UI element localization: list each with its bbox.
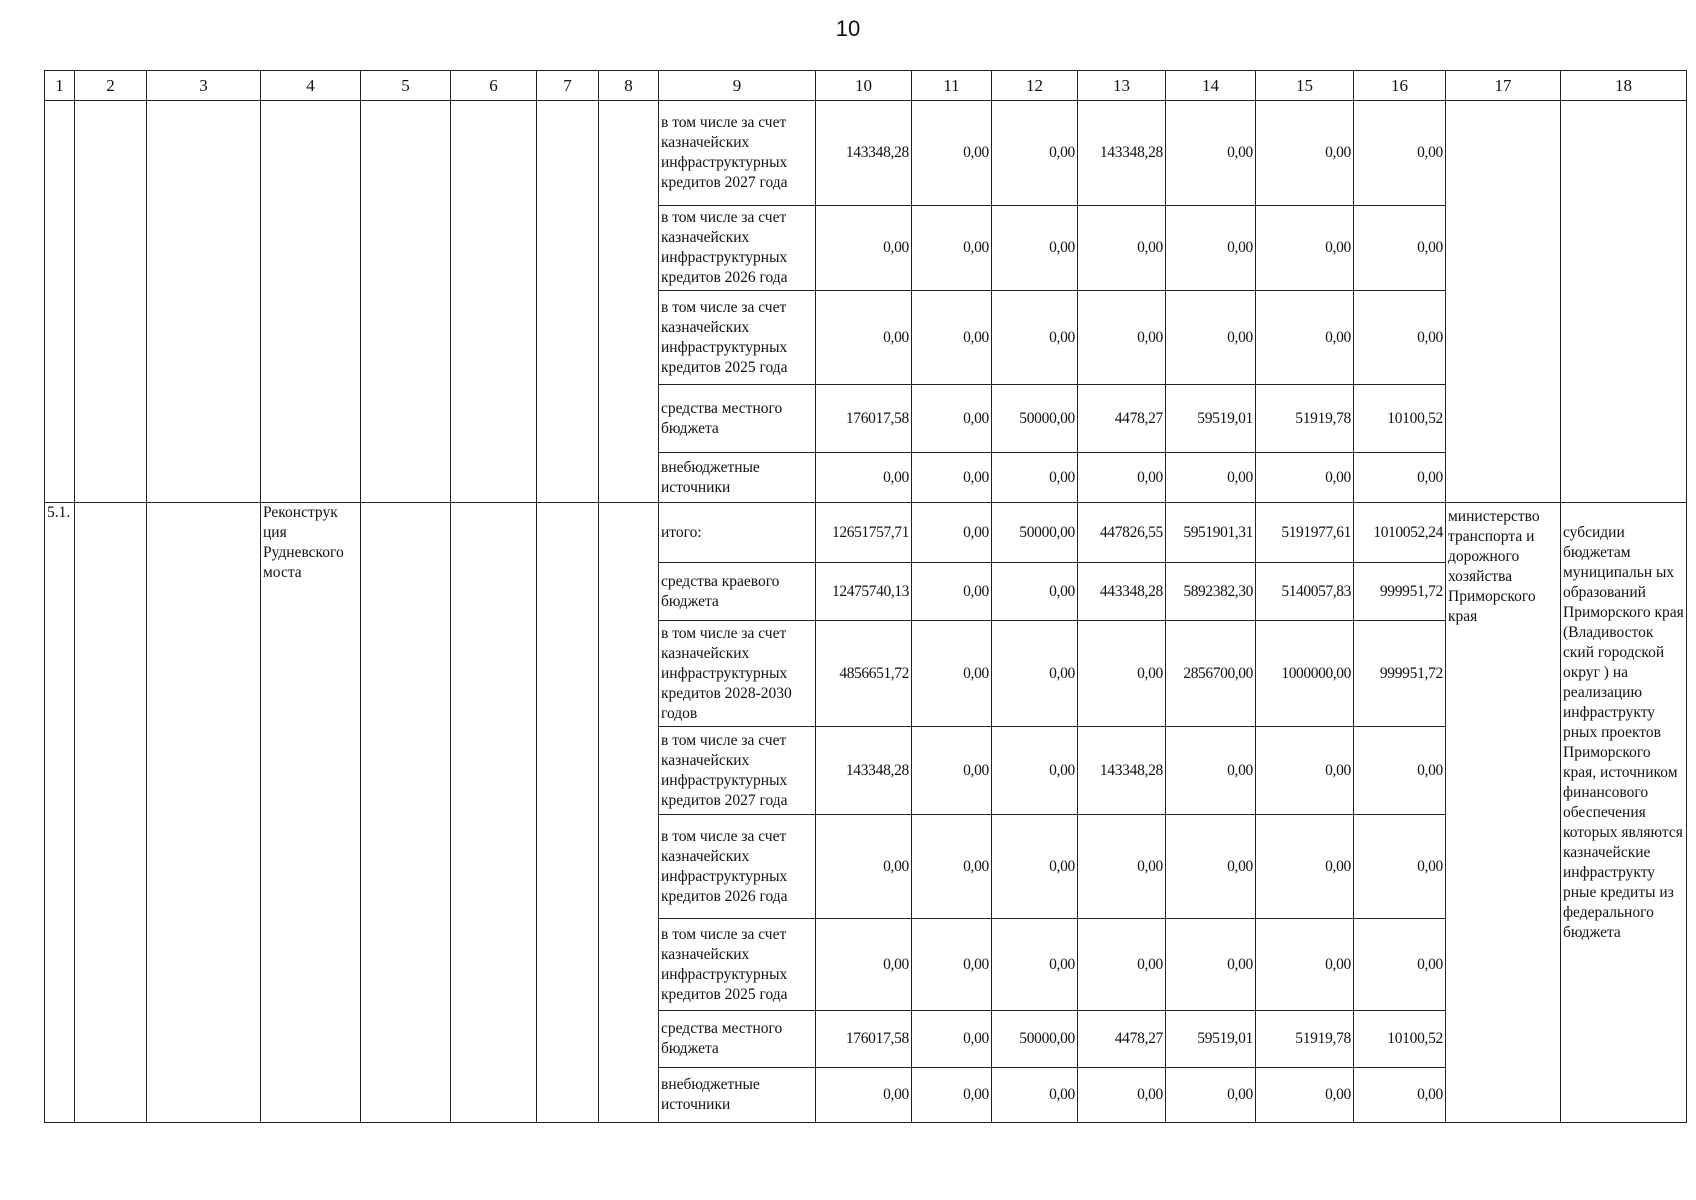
funding-source: в том числе за счет казначейских инфраструктурных кредитов 2026 года [659, 815, 816, 919]
funding-source: средства местного бюджета [659, 1011, 816, 1068]
amount-cell: 0,00 [1166, 919, 1256, 1011]
funding-source: в том числе за счет казначейских инфраструктурных кредитов 2026 года [659, 206, 816, 291]
amount-cell: 2856700,00 [1166, 621, 1256, 727]
amount-cell: 0,00 [912, 206, 992, 291]
amount-cell: 0,00 [992, 727, 1078, 815]
amount-cell: 50000,00 [992, 1011, 1078, 1068]
amount-cell: 0,00 [912, 919, 992, 1011]
amount-cell: 0,00 [992, 563, 1078, 621]
amount-cell: 0,00 [816, 1068, 912, 1123]
amount-cell: 0,00 [1256, 101, 1354, 206]
amount-cell: 0,00 [912, 453, 992, 503]
page-number: 10 [835, 16, 861, 41]
funding-note: субсидии бюджетам муниципальн ых образований Приморского края (Владивосток ский городской округ ) на реализацию инфраструкту рных проектов Приморского края, источником финансового обеспечения которых являются казначейские инфраструкту рные кредиты из федерального бюджета [1561, 503, 1687, 1123]
funding-source: средства местного бюджета [659, 385, 816, 453]
amount-cell: 0,00 [992, 453, 1078, 503]
empty-cell [45, 101, 75, 503]
amount-cell: 0,00 [1354, 453, 1446, 503]
amount-cell: 0,00 [912, 503, 992, 563]
amount-cell: 0,00 [992, 291, 1078, 385]
empty-cell [451, 101, 537, 503]
amount-cell: 0,00 [1256, 727, 1354, 815]
amount-cell: 0,00 [992, 919, 1078, 1011]
amount-cell: 0,00 [1354, 919, 1446, 1011]
column-header: 4 [261, 71, 361, 101]
amount-cell: 4856651,72 [816, 621, 912, 727]
funding-source: в том числе за счет казначейских инфраструктурных кредитов 2025 года [659, 919, 816, 1011]
executor-cell [1446, 101, 1561, 503]
empty-cell [75, 503, 147, 1123]
amount-cell: 0,00 [912, 291, 992, 385]
note-cell [1561, 101, 1687, 503]
column-header: 11 [912, 71, 992, 101]
funding-source: в том числе за счет казначейских инфраструктурных кредитов 2027 года [659, 101, 816, 206]
amount-cell: 447826,55 [1078, 503, 1166, 563]
amount-cell: 0,00 [1166, 291, 1256, 385]
amount-cell: 0,00 [816, 291, 912, 385]
amount-cell: 0,00 [1354, 1068, 1446, 1123]
amount-cell: 143348,28 [1078, 101, 1166, 206]
amount-cell: 0,00 [1256, 815, 1354, 919]
amount-cell: 0,00 [1256, 919, 1354, 1011]
amount-cell: 999951,72 [1354, 621, 1446, 727]
empty-cell [75, 101, 147, 503]
amount-cell: 5951901,31 [1166, 503, 1256, 563]
amount-cell: 0,00 [1166, 101, 1256, 206]
budget-table [44, 70, 1687, 1123]
amount-cell: 51919,78 [1256, 385, 1354, 453]
amount-cell: 12651757,71 [816, 503, 912, 563]
amount-cell: 0,00 [1166, 815, 1256, 919]
event-name: Реконструк ция Рудневского моста [261, 503, 361, 1123]
amount-cell: 0,00 [816, 206, 912, 291]
amount-cell: 0,00 [1078, 621, 1166, 727]
amount-cell: 12475740,13 [816, 563, 912, 621]
column-header: 16 [1354, 71, 1446, 101]
column-header: 15 [1256, 71, 1354, 101]
responsible-executor: министерство транспорта и дорожного хозяйства Приморского края [1446, 503, 1561, 1123]
amount-cell: 0,00 [992, 101, 1078, 206]
amount-cell: 0,00 [1166, 453, 1256, 503]
amount-cell: 443348,28 [1078, 563, 1166, 621]
funding-source: итого: [659, 503, 816, 563]
amount-cell: 0,00 [912, 563, 992, 621]
amount-cell: 0,00 [912, 815, 992, 919]
amount-cell: 0,00 [1166, 1068, 1256, 1123]
amount-cell: 4478,27 [1078, 385, 1166, 453]
amount-cell: 0,00 [912, 1068, 992, 1123]
amount-cell: 176017,58 [816, 385, 912, 453]
amount-cell: 10100,52 [1354, 385, 1446, 453]
column-header: 5 [361, 71, 451, 101]
amount-cell: 50000,00 [992, 385, 1078, 453]
empty-cell [537, 101, 599, 503]
amount-cell: 0,00 [1078, 291, 1166, 385]
amount-cell: 0,00 [1256, 453, 1354, 503]
funding-source: в том числе за счет казначейских инфраструктурных кредитов 2028-2030 годов [659, 621, 816, 727]
amount-cell: 0,00 [1256, 291, 1354, 385]
amount-cell: 143348,28 [1078, 727, 1166, 815]
amount-cell: 999951,72 [1354, 563, 1446, 621]
column-header: 3 [147, 71, 261, 101]
amount-cell: 0,00 [1354, 101, 1446, 206]
table-row [45, 503, 1687, 563]
amount-cell: 5140057,83 [1256, 563, 1354, 621]
column-header: 12 [992, 71, 1078, 101]
amount-cell: 0,00 [1166, 206, 1256, 291]
amount-cell: 0,00 [912, 385, 992, 453]
amount-cell: 0,00 [1078, 206, 1166, 291]
amount-cell: 143348,28 [816, 101, 912, 206]
amount-cell: 176017,58 [816, 1011, 912, 1068]
empty-cell [451, 503, 537, 1123]
amount-cell: 0,00 [912, 101, 992, 206]
column-header: 7 [537, 71, 599, 101]
column-header: 9 [659, 71, 816, 101]
amount-cell: 50000,00 [992, 503, 1078, 563]
empty-cell [147, 503, 261, 1123]
amount-cell: 0,00 [992, 621, 1078, 727]
amount-cell: 5892382,30 [1166, 563, 1256, 621]
empty-cell [261, 101, 361, 503]
column-header: 17 [1446, 71, 1561, 101]
column-header: 18 [1561, 71, 1687, 101]
column-header: 14 [1166, 71, 1256, 101]
empty-cell [147, 101, 261, 503]
amount-cell: 0,00 [992, 815, 1078, 919]
amount-cell: 0,00 [1078, 453, 1166, 503]
funding-source: в том числе за счет казначейских инфраструктурных кредитов 2025 года [659, 291, 816, 385]
amount-cell: 0,00 [1166, 727, 1256, 815]
amount-cell: 5191977,61 [1256, 503, 1354, 563]
amount-cell: 1000000,00 [1256, 621, 1354, 727]
header-row [45, 71, 1687, 101]
amount-cell: 51919,78 [1256, 1011, 1354, 1068]
column-header: 6 [451, 71, 537, 101]
amount-cell: 0,00 [816, 815, 912, 919]
amount-cell: 0,00 [1354, 727, 1446, 815]
empty-cell [599, 503, 659, 1123]
amount-cell: 143348,28 [816, 727, 912, 815]
amount-cell: 59519,01 [1166, 385, 1256, 453]
empty-cell [599, 101, 659, 503]
funding-source: средства краевого бюджета [659, 563, 816, 621]
amount-cell: 0,00 [1078, 815, 1166, 919]
amount-cell: 10100,52 [1354, 1011, 1446, 1068]
empty-cell [537, 503, 599, 1123]
item-number: 5.1. [45, 503, 75, 1123]
amount-cell: 0,00 [816, 453, 912, 503]
funding-source: внебюджетные источники [659, 1068, 816, 1123]
amount-cell: 0,00 [992, 1068, 1078, 1123]
amount-cell: 0,00 [1078, 919, 1166, 1011]
amount-cell: 0,00 [912, 727, 992, 815]
amount-cell: 0,00 [992, 206, 1078, 291]
amount-cell: 0,00 [1354, 291, 1446, 385]
amount-cell: 1010052,24 [1354, 503, 1446, 563]
amount-cell: 0,00 [1256, 1068, 1354, 1123]
amount-cell: 4478,27 [1078, 1011, 1166, 1068]
column-header: 1 [45, 71, 75, 101]
table-row [45, 101, 1687, 206]
amount-cell: 0,00 [1354, 815, 1446, 919]
amount-cell: 0,00 [1354, 206, 1446, 291]
funding-source: в том числе за счет казначейских инфраструктурных кредитов 2027 года [659, 727, 816, 815]
column-header: 2 [75, 71, 147, 101]
funding-source: внебюджетные источники [659, 453, 816, 503]
amount-cell: 59519,01 [1166, 1011, 1256, 1068]
column-header: 8 [599, 71, 659, 101]
amount-cell: 0,00 [1256, 206, 1354, 291]
amount-cell: 0,00 [912, 1011, 992, 1068]
amount-cell: 0,00 [912, 621, 992, 727]
amount-cell: 0,00 [816, 919, 912, 1011]
amount-cell: 0,00 [1078, 1068, 1166, 1123]
empty-cell [361, 101, 451, 503]
column-header: 13 [1078, 71, 1166, 101]
column-header: 10 [816, 71, 912, 101]
table-body [45, 71, 1687, 1123]
empty-cell [361, 503, 451, 1123]
